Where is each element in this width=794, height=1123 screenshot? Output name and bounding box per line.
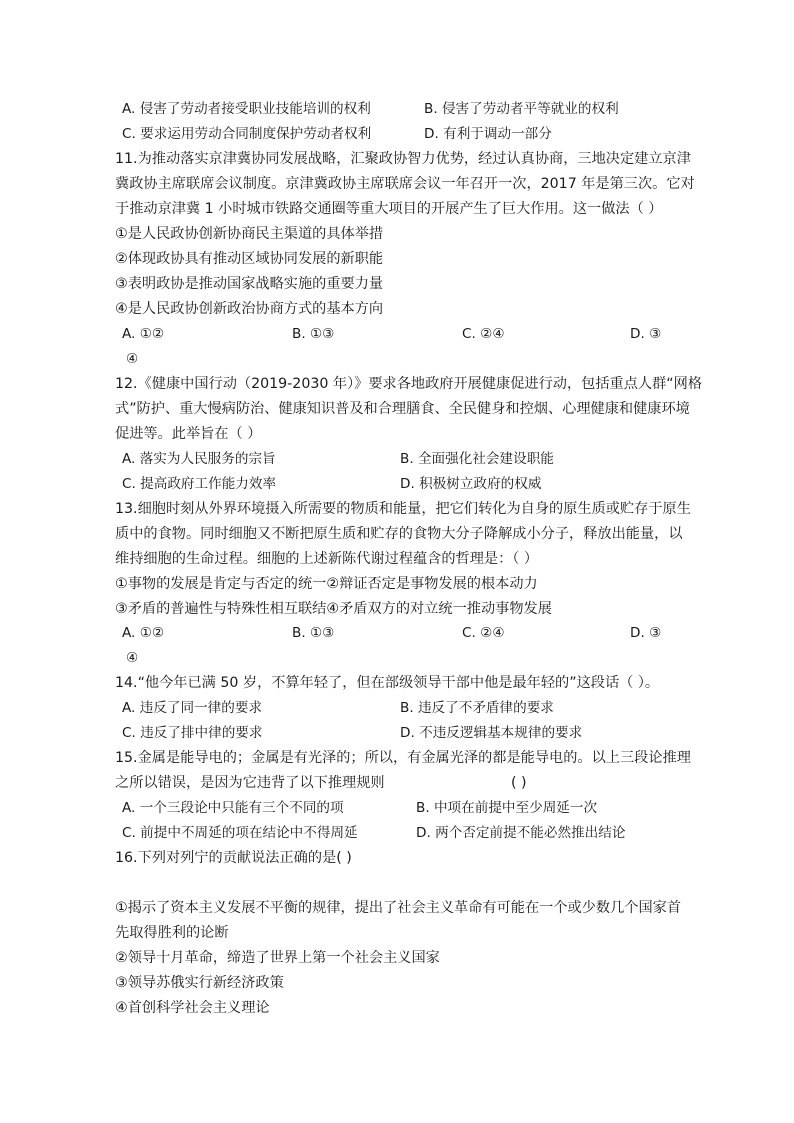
q15-option-a: A. 一个三段论中只能有三个不同的项	[122, 800, 344, 816]
q12-stem-line-1: 12.《健康中国行动（2019-2030 年）》要求各地政府开展健康促进行动，包括重点人群“网格	[115, 376, 703, 392]
q14-stem: 14.“他今年已满 50 岁，不算年轻了，但在部级领导干部中他是最年轻的”这段话（ ）。	[115, 675, 660, 691]
q15-option-d: D. 两个否定前提不能必然推出结论	[416, 825, 626, 841]
q11-stem-line-2: 冀政协主席联席会议制度。京津冀政协主席联席会议一年召开一次，2017 年是第三次。它对	[115, 176, 695, 192]
q16-item-2: ②领导十月革命，缔造了世界上第一个社会主义国家	[115, 950, 440, 966]
q11-item-3: ③表明政协是推动国家战略实施的重要力量	[115, 276, 384, 292]
q13-option-a: A. ①②	[122, 625, 165, 641]
q11-item-1: ①是人民政协创新协商民主渠道的具体举措	[115, 226, 384, 242]
q13-option-d: D. ③	[630, 625, 662, 641]
q11-stem-line-1: 11.为推动落实京津冀协同发展战略，汇聚政协智力优势，经过认真协商，三地决定建立京津	[115, 151, 691, 167]
q14-option-c: C. 违反了排中律的要求	[122, 725, 263, 741]
q12-stem-line-2: 式”防护、重大慢病防治、健康知识普及和合理膳食、全民健身和控烟、心理健康和健康环境	[115, 401, 690, 417]
q11-option-c: C. ②④	[462, 326, 505, 342]
q12-option-d: D. 积极树立政府的权威	[400, 476, 542, 492]
q15-stem-line-2: 之所以错误，是因为它违背了以下推理规则	[115, 775, 385, 791]
q16-item-1-line-1: ①揭示了资本主义发展不平衡的规律，提出了社会主义革命有可能在一个或少数几个国家首	[115, 900, 682, 916]
q11-stem-line-3: 于推动京津冀 1 小时城市铁路交通圈等重大项目的开展产生了巨大作用。这一做法（ ）	[115, 201, 663, 217]
q10-option-d: D. 有利于调动一部分	[424, 126, 552, 142]
q13-item-1-2: ①事物的发展是肯定与否定的统一②辩证否定是事物发展的根本动力	[115, 576, 538, 592]
q10-option-b: B. 侵害了劳动者平等就业的权利	[424, 101, 619, 117]
q13-option-d-wrap: ④	[126, 650, 139, 666]
q16-item-3: ③领导苏俄实行新经济政策	[115, 975, 284, 991]
q16-stem: 16.下列对列宁的贡献说法正确的是( )	[115, 850, 352, 866]
q15-stem-line-1: 15.金属是能导电的；金属是有光泽的；所以，有金属光泽的都是能导电的。以上三段论推理	[115, 750, 691, 766]
q15-option-c: C. 前提中不周延的项在结论中不得周延	[122, 825, 358, 841]
q11-item-2: ②体现政协具有推动区域协同发展的新职能	[115, 251, 384, 267]
q13-item-3-4: ③矛盾的普遍性与特殊性相互联结④矛盾双方的对立统一推动事物发展	[115, 601, 552, 617]
q10-option-a: A. 侵害了劳动者接受职业技能培训的权利	[122, 101, 371, 117]
q16-item-1-line-2: 先取得胜利的论断	[115, 925, 229, 941]
q11-item-4: ④是人民政协创新政治协商方式的基本方向	[115, 301, 384, 317]
q16-item-4: ④首创科学社会主义理论	[115, 1000, 270, 1016]
q13-stem-line-1: 13.细胞时刻从外界环境摄入所需要的物质和能量，把它们转化为自身的原生质或贮存于原生	[115, 501, 691, 517]
q13-option-b: B. ①③	[292, 625, 335, 641]
q11-option-d-wrap: ④	[126, 351, 139, 367]
q14-option-d: D. 不违反逻辑基本规律的要求	[400, 725, 583, 741]
q11-option-d: D. ③	[630, 326, 662, 342]
q15-option-b: B. 中项在前提中至少周延一次	[416, 800, 598, 816]
q12-stem-line-3: 促进等。此举旨在（ ）	[115, 426, 262, 442]
q15-answer-blank: ( )	[511, 775, 527, 791]
q12-option-a: A. 落实为人民服务的宗旨	[122, 451, 276, 467]
q11-option-a: A. ①②	[122, 326, 165, 342]
q13-stem-line-3: 维持细胞的生命过程。细胞的上述新陈代谢过程蕴含的哲理是：（ ）	[115, 551, 539, 567]
q10-option-c: C. 要求运用劳动合同制度保护劳动者权利	[122, 126, 372, 142]
q14-option-b: B. 违反了不矛盾律的要求	[400, 700, 554, 716]
q13-stem-line-2: 质中的食物。同时细胞又不断把原生质和贮存的食物大分子降解成小分子，释放出能量，以	[115, 526, 683, 542]
q12-option-b: B. 全面强化社会建设职能	[400, 451, 554, 467]
q12-option-c: C. 提高政府工作能力效率	[122, 476, 277, 492]
q11-option-b: B. ①③	[292, 326, 335, 342]
q14-option-a: A. 违反了同一律的要求	[122, 700, 263, 716]
q13-option-c: C. ②④	[462, 625, 505, 641]
